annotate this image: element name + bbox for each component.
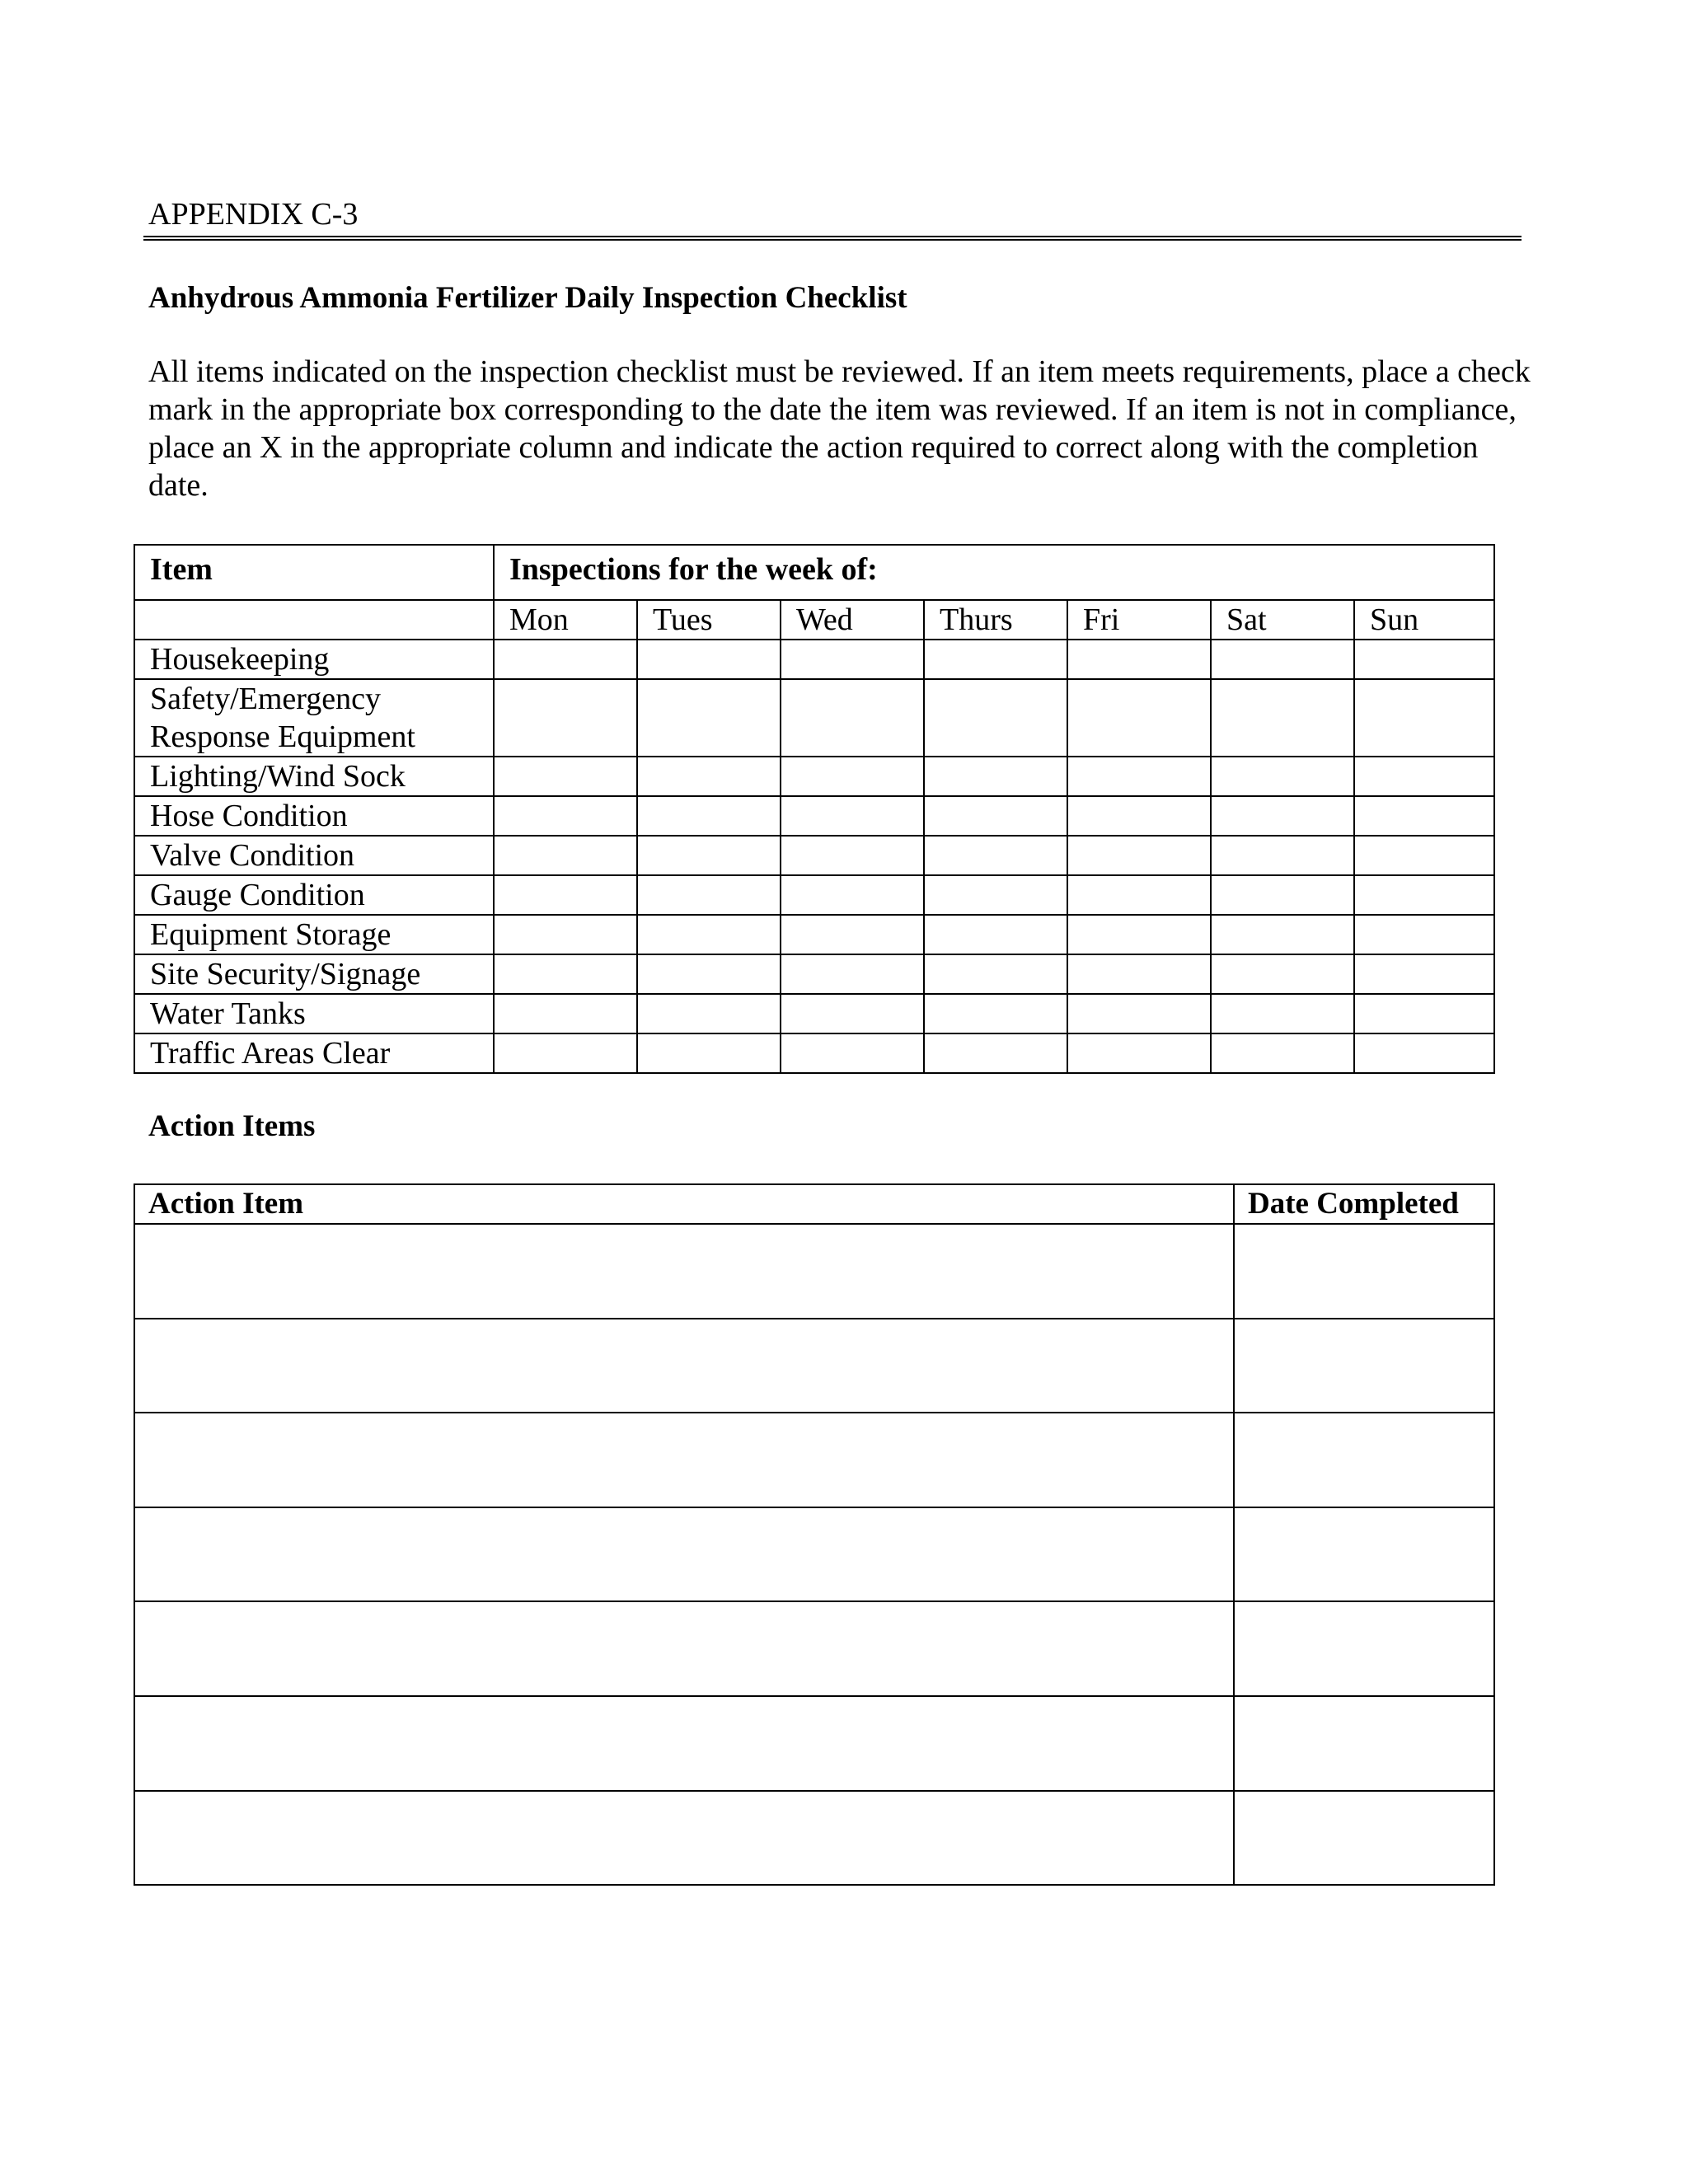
check-cell[interactable] — [1211, 875, 1354, 915]
check-cell[interactable] — [781, 954, 924, 994]
checklist-item-label: Lighting/Wind Sock — [134, 757, 494, 796]
date-completed-cell[interactable] — [1234, 1696, 1494, 1791]
check-cell[interactable] — [924, 757, 1067, 796]
check-cell[interactable] — [1354, 875, 1494, 915]
date-completed-cell[interactable] — [1234, 1413, 1494, 1507]
check-cell[interactable] — [1067, 640, 1211, 679]
table-row — [134, 1696, 1494, 1791]
check-cell[interactable] — [924, 994, 1067, 1033]
date-completed-cell[interactable] — [1234, 1224, 1494, 1319]
check-cell[interactable] — [924, 836, 1067, 875]
check-cell[interactable] — [1067, 954, 1211, 994]
action-item-cell[interactable] — [134, 1413, 1234, 1507]
check-cell[interactable] — [781, 915, 924, 954]
check-cell[interactable] — [494, 954, 637, 994]
table-row — [134, 796, 1494, 836]
checklist-item-label: Safety/Emergency Response Equipment — [134, 679, 494, 757]
appendix-label: APPENDIX C-3 — [148, 197, 359, 232]
checklist-item-label: Gauge Condition — [134, 875, 494, 915]
check-cell[interactable] — [1354, 954, 1494, 994]
check-cell[interactable] — [637, 679, 781, 757]
table-row — [134, 875, 1494, 915]
check-cell[interactable] — [1067, 679, 1211, 757]
checklist-item-label: Housekeeping — [134, 640, 494, 679]
table-row — [134, 679, 1494, 757]
check-cell[interactable] — [1354, 679, 1494, 757]
check-cell[interactable] — [781, 1033, 924, 1073]
check-cell[interactable] — [1354, 796, 1494, 836]
table-row — [134, 915, 1494, 954]
date-completed-cell[interactable] — [1234, 1507, 1494, 1602]
table-row — [134, 1601, 1494, 1696]
document-title: Anhydrous Ammonia Fertilizer Daily Inspection Checklist — [148, 281, 907, 315]
table-row — [134, 1224, 1494, 1319]
check-cell[interactable] — [1211, 836, 1354, 875]
check-cell[interactable] — [1211, 679, 1354, 757]
day-header-fri: Fri — [1067, 600, 1211, 640]
check-cell[interactable] — [1354, 1033, 1494, 1073]
checklist-item-label: Valve Condition — [134, 836, 494, 875]
check-cell[interactable] — [637, 994, 781, 1033]
check-cell[interactable] — [494, 994, 637, 1033]
check-cell[interactable] — [781, 836, 924, 875]
inspection-checklist-table — [134, 544, 1495, 1074]
check-cell[interactable] — [1354, 836, 1494, 875]
day-header-tues: Tues — [637, 600, 781, 640]
check-cell[interactable] — [1067, 1033, 1211, 1073]
check-cell[interactable] — [494, 640, 637, 679]
check-cell[interactable] — [1067, 915, 1211, 954]
check-cell[interactable] — [1354, 640, 1494, 679]
action-item-cell[interactable] — [134, 1601, 1234, 1696]
check-cell[interactable] — [1211, 640, 1354, 679]
check-cell[interactable] — [637, 640, 781, 679]
table-row — [134, 757, 1494, 796]
table-row — [134, 1033, 1494, 1073]
checklist-item-label: Hose Condition — [134, 796, 494, 836]
check-cell[interactable] — [494, 757, 637, 796]
checklist-item-label: Traffic Areas Clear — [134, 1033, 494, 1073]
day-header-mon: Mon — [494, 600, 637, 640]
table-row — [134, 836, 1494, 875]
check-cell[interactable] — [924, 679, 1067, 757]
check-cell[interactable] — [494, 875, 637, 915]
action-item-cell[interactable] — [134, 1319, 1234, 1413]
action-item-cell[interactable] — [134, 1507, 1234, 1602]
check-cell[interactable] — [1067, 757, 1211, 796]
action-item-cell[interactable] — [134, 1224, 1234, 1319]
check-cell[interactable] — [924, 1033, 1067, 1073]
check-cell[interactable] — [637, 1033, 781, 1073]
check-cell[interactable] — [924, 640, 1067, 679]
date-completed-cell[interactable] — [1234, 1601, 1494, 1696]
day-header-blank — [134, 600, 494, 640]
check-cell[interactable] — [1067, 796, 1211, 836]
action-item-column-header: Action Item — [134, 1184, 1234, 1224]
check-cell[interactable] — [781, 640, 924, 679]
check-cell[interactable] — [494, 796, 637, 836]
check-cell[interactable] — [781, 994, 924, 1033]
check-cell[interactable] — [1354, 994, 1494, 1033]
check-cell[interactable] — [637, 875, 781, 915]
day-header-sun: Sun — [1354, 600, 1494, 640]
action-item-cell[interactable] — [134, 1791, 1234, 1886]
check-cell[interactable] — [1354, 915, 1494, 954]
check-cell[interactable] — [1211, 1033, 1354, 1073]
check-cell[interactable] — [1211, 915, 1354, 954]
check-cell[interactable] — [494, 679, 637, 757]
check-cell[interactable] — [1211, 954, 1354, 994]
check-cell[interactable] — [637, 915, 781, 954]
check-cell[interactable] — [1067, 994, 1211, 1033]
check-cell[interactable] — [1211, 757, 1354, 796]
day-header-thurs: Thurs — [924, 600, 1067, 640]
table-row — [134, 1413, 1494, 1507]
table-row — [134, 994, 1494, 1033]
check-cell[interactable] — [494, 836, 637, 875]
check-cell[interactable] — [924, 954, 1067, 994]
week-of-header[interactable]: Inspections for the week of: — [494, 545, 1494, 600]
check-cell[interactable] — [924, 796, 1067, 836]
action-item-cell[interactable] — [134, 1696, 1234, 1791]
check-cell[interactable] — [924, 875, 1067, 915]
table-row — [134, 1319, 1494, 1413]
item-column-header: Item — [134, 545, 494, 600]
check-cell[interactable] — [781, 875, 924, 915]
check-cell[interactable] — [637, 954, 781, 994]
table-row — [134, 1791, 1494, 1886]
table-row — [134, 954, 1494, 994]
instructions-paragraph: All items indicated on the inspection checklist must be reviewed. If an item meets requirements, place a check mark in the appropriate box corresponding to the date the item was reviewed. If an item is not in compliance, place an X in the appropriate column and indicate the action required to correct along with the completion date. — [148, 354, 1531, 503]
check-cell[interactable] — [637, 836, 781, 875]
check-cell[interactable] — [1211, 796, 1354, 836]
checklist-item-label: Site Security/Signage — [134, 954, 494, 994]
check-cell[interactable] — [1067, 836, 1211, 875]
check-cell[interactable] — [781, 757, 924, 796]
check-cell[interactable] — [1067, 875, 1211, 915]
checklist-item-label: Equipment Storage — [134, 915, 494, 954]
check-cell[interactable] — [637, 757, 781, 796]
check-cell[interactable] — [494, 915, 637, 954]
table-row — [134, 1507, 1494, 1602]
action-items-table — [134, 1183, 1495, 1886]
check-cell[interactable] — [637, 796, 781, 836]
table-row — [134, 640, 1494, 679]
check-cell[interactable] — [494, 1033, 637, 1073]
date-completed-cell[interactable] — [1234, 1319, 1494, 1413]
checklist-item-label: Water Tanks — [134, 994, 494, 1033]
check-cell[interactable] — [781, 796, 924, 836]
day-header-sat: Sat — [1211, 600, 1354, 640]
header-double-rule — [143, 236, 1522, 241]
check-cell[interactable] — [1211, 994, 1354, 1033]
action-items-heading: Action Items — [148, 1109, 316, 1143]
day-header-wed: Wed — [781, 600, 924, 640]
date-completed-column-header: Date Completed — [1234, 1184, 1494, 1224]
date-completed-cell[interactable] — [1234, 1791, 1494, 1886]
check-cell[interactable] — [924, 915, 1067, 954]
check-cell[interactable] — [781, 679, 924, 757]
check-cell[interactable] — [1354, 757, 1494, 796]
